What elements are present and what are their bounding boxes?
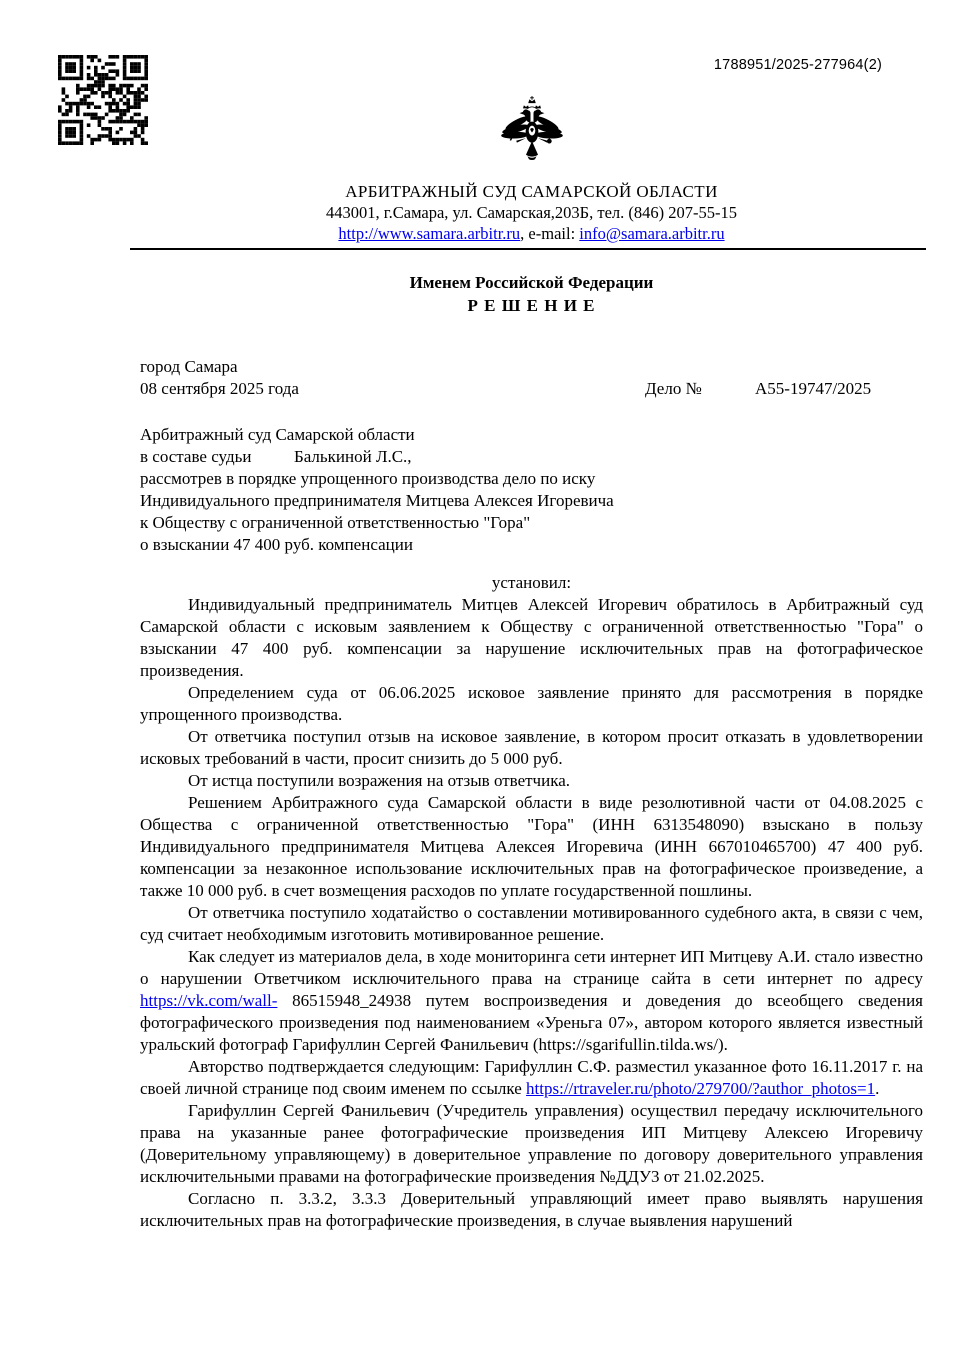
established-heading: установил:: [491, 573, 572, 592]
paragraph: [140, 1056, 923, 1100]
text-column: [140, 0, 923, 1232]
intro-line: к Обществу с ограниченной ответственностью "Гора": [140, 513, 531, 532]
text-segment: 86515948_24938 путем воспроизведения и доведения до всеобщего сведения фотографического произведения под наименованием «Уреньга 07», автором которого является известный уральский фотограф Гарифуллин Сергей Фанильевич (https://sgarifullin.tilda.ws/).: [140, 991, 923, 1054]
document-number: 1788951/2025-277964(2): [713, 57, 882, 73]
title-federation: Именем Российской Федерации: [409, 273, 654, 292]
court-name: АРБИТРАЖНЫЙ СУД САМАРСКОЙ ОБЛАСТИ: [345, 182, 718, 201]
paragraph: [140, 770, 923, 792]
intro-block: [140, 424, 923, 556]
paragraph: [140, 1188, 923, 1232]
paragraph: [140, 902, 923, 946]
header-divider: [130, 248, 926, 250]
inline-link[interactable]: https://vk.com/wall-: [140, 991, 278, 1010]
text-segment: Решением Арбитражного суда Самарской области в виде резолютивной части от 04.08.2025 с Общества с ограниченной ответственностью "Гора" (ИНН 6313548090) взыскано в пользу Индивидуального предпринимателя Митцева Алексея Игоревича (ИНН 667010465700) 47 400 руб. компенсации за незаконное использование исключительных прав на фотографическое произведение, а также 10 000 руб. в счет возмещения расходов по уплате государственной пошлины.: [140, 793, 923, 900]
qr-code: [58, 55, 148, 145]
inline-link[interactable]: https://rtraveler.ru/photo/279700/?author_photos=1: [526, 1079, 876, 1098]
intro-line: Арбитражный суд Самарской области: [140, 425, 415, 444]
paragraph: [140, 682, 923, 726]
date-case-row: [140, 378, 923, 400]
text-segment: От истца поступили возражения на отзыв ответчика.: [188, 771, 570, 790]
decision-date: 08 сентября 2025 года: [140, 379, 299, 398]
body-paragraphs: [140, 594, 923, 1232]
text-segment: Индивидуальный предприниматель Митцев Алексей Игоревич обратилось в Арбитражный суд Самарской области с исковым заявлением к Обществу с ограниченной ответственностью "Гора" о взыскании 47 400 руб. компенсации за нарушение исключительных прав на фотографическое произведения.: [140, 595, 923, 680]
case-number-label: Дело №: [645, 379, 702, 398]
coat-of-arms-icon: [140, 0, 923, 172]
paragraph: [140, 946, 923, 1056]
city-line: город Самара: [140, 357, 238, 376]
intro-line: Индивидуального предпринимателя Митцева Алексея Игоревича: [140, 491, 614, 510]
court-contacts: [140, 223, 923, 244]
text-segment: Как следует из материалов дела, в ходе мониторинга сети интернет ИП Митцеву А.И. стало известно о нарушении Ответчиком исключительного права на странице сайта в сети интернет по адресу: [140, 947, 923, 988]
title-decision: Р Е Ш Е Н И Е: [467, 296, 596, 315]
intro-line: рассмотрев в порядке упрощенного производства дело по иску: [140, 469, 596, 488]
court-email-link[interactable]: info@samara.arbitr.ru: [579, 224, 725, 243]
text-segment: Определением суда от 06.06.2025 исковое заявление принято для рассмотрения в порядке упрощенного производства.: [140, 683, 923, 724]
text-segment: .: [875, 1079, 880, 1098]
intro-line: о взыскании 47 400 руб. компенсации: [140, 535, 413, 554]
text-segment: От ответчика поступило ходатайство о составлении мотивированного судебного акта, в связи с чем, суд считает необходимым изготовить мотивированное решение.: [140, 903, 923, 944]
text-segment: Гарифуллин Сергей Фанильевич (Учредитель управления) осуществил передачу исключительного права на указанные ранее фотографические произведения ИП Митцеву Алексею Игоревичу (Доверительному управляющему) в доверительное управление по договору доверительного управления исключительными правами на фотографические произведения №ДДУ3 от 21.02.2025.: [140, 1101, 923, 1186]
text-segment: Авторство подтверждается следующим: Гарифуллин С.Ф. разместил указанное фото 16.11.2017 г. на своей личной странице под своим именем по ссылке: [140, 1057, 923, 1098]
contacts-separator: , e-mail:: [520, 224, 580, 243]
court-address: 443001, г.Самара, ул. Самарская,203Б, тел. (846) 207-55-15: [325, 203, 738, 222]
paragraph: [140, 792, 923, 902]
paragraph: [140, 726, 923, 770]
paragraph: [140, 594, 923, 682]
text-segment: Согласно п. 3.3.2, 3.3.3 Доверительный управляющий имеет право выявлять нарушения исключительных прав на фотографические произведения, в случае выявления нарушений: [140, 1189, 923, 1230]
paragraph: [140, 1100, 923, 1188]
intro-line: в составе судьи Балькиной Л.С.,: [140, 447, 412, 466]
court-website-link[interactable]: http://www.samara.arbitr.ru: [338, 224, 521, 243]
text-segment: От ответчика поступил отзыв на исковое заявление, в котором просит отказать в удовлетворении исковых требований в части, просит снизить до 5 000 руб.: [140, 727, 923, 768]
case-number: А55-19747/2025: [755, 379, 872, 398]
